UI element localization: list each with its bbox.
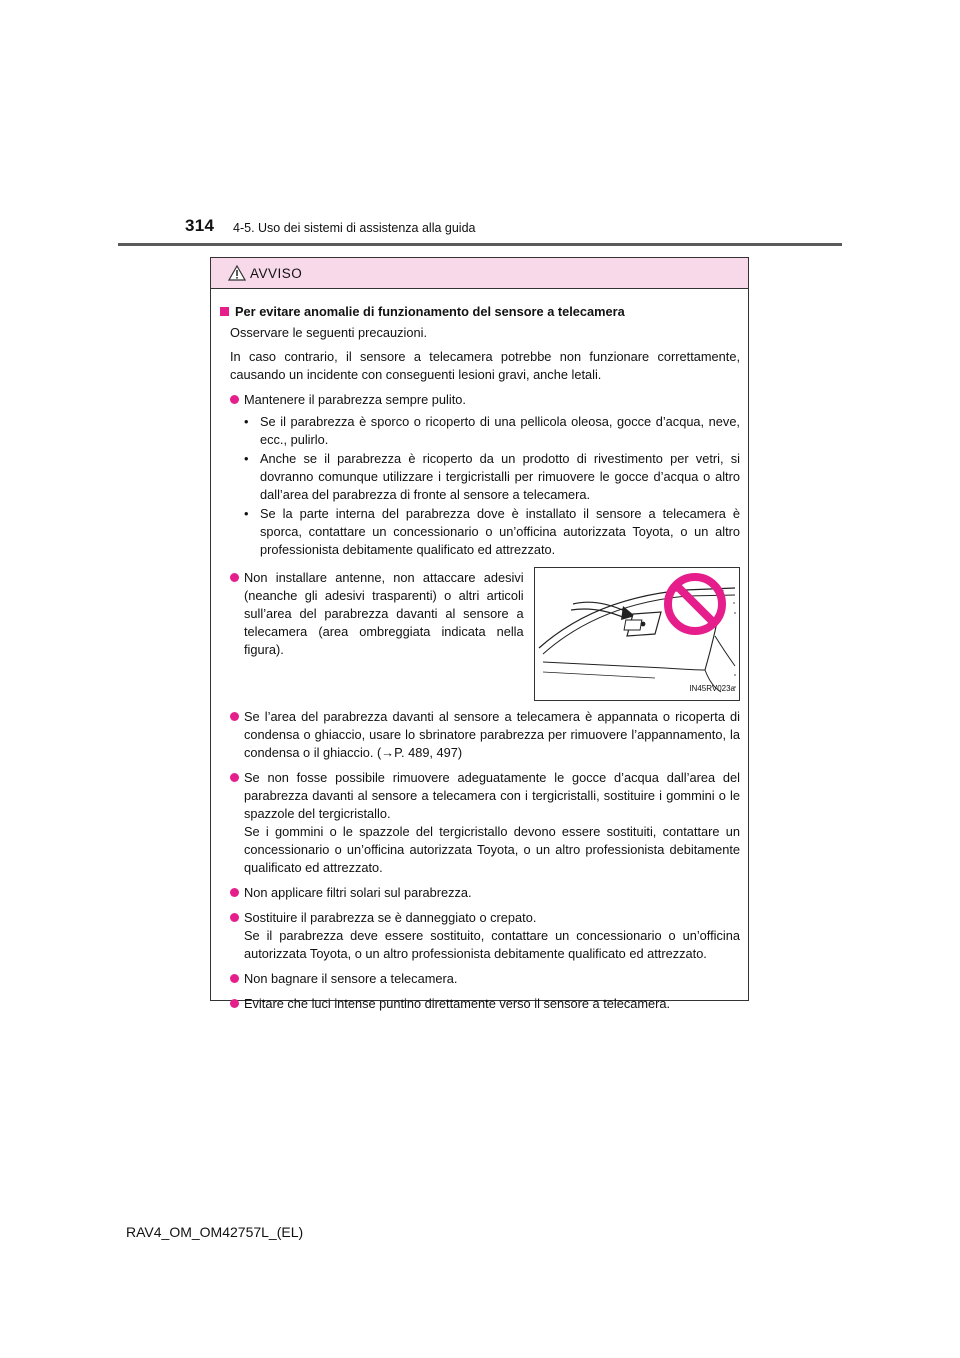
list-item: Non applicare filtri solari sul parabrezza. [230, 884, 740, 902]
sub-list-item: • Se il parabrezza è sporco o ricoperto di una pellicola oleosa, gocce d’acqua, neve, ecc., pulirlo. [244, 414, 740, 447]
list-item: Se l’area del parabrezza davanti al sensore a telecamera è appannata o ricoperta di condensa o ghiaccio, usare lo sbrinatore parabrezza per rimuovere l’appannamento, la condensa o il ghiaccio. (→P. 489, 497) [230, 708, 740, 762]
bullet-icon [230, 888, 239, 897]
bullet-icon [230, 913, 239, 922]
list-item: Se non fosse possibile rimuovere adeguatamente le gocce d’acqua dall’area del parabrezza davanti al sensore a telecamera con i tergicristalli, sostituire i gommini o le spazzole del tergicristallo. Se i gommini o le spazzole del tergicristallo devono essere sostituiti, contattare un concessionario o un’officina autorizzata Toyota, o un altro professionista debitamente qualificato ed attrezzato. [230, 769, 740, 877]
intro-paragraph: Osservare le seguenti precauzioni. [230, 325, 428, 340]
warning-body [211, 289, 748, 1013]
warning-title: AVVISO [250, 265, 303, 281]
warning-triangle-icon [228, 265, 246, 281]
warning-heading [220, 303, 740, 321]
list-item: Non installare antenne, non attaccare adesivi (neanche gli adesivi trasparenti) o altri articoli sull’area del parabrezza davanti al sensore a telecamera (area ombreggiata indicata nella figura). [230, 569, 524, 701]
warning-heading-text: Per evitare anomalie di funzionamento del sensore a telecamera [235, 304, 625, 319]
intro-paragraph: In caso contrario, il sensore a telecamera potrebbe non funzionare correttamente, causando un incidente con conseguenti lesioni gravi, anche letali. [230, 349, 740, 382]
list-item: Non bagnare il sensore a telecamera. [230, 970, 740, 988]
bullet-icon [230, 773, 239, 782]
header-rule [118, 243, 842, 246]
windshield-figure [534, 567, 740, 701]
sub-list-item: • Se la parte interna del parabrezza dove è installato il sensore a telecamera è sporca, contattare un concessionario o un’officina autorizzata Toyota, o un altro professionista debitamente qualificato ed attrezzato. [244, 506, 740, 557]
warning-header [211, 258, 748, 289]
page-number: 314 [185, 216, 215, 235]
bullet-icon [230, 974, 239, 983]
bullet-icon [230, 712, 239, 721]
section-title: 4-5. Uso dei sistemi di assistenza alla guida [233, 221, 476, 235]
figure-code: IN45RV023a [689, 684, 735, 693]
list-item: Evitare che luci intense puntino direttamente verso il sensore a telecamera. [230, 995, 740, 1013]
list-item: Sostituire il parabrezza se è danneggiato o crepato. Se il parabrezza deve essere sostituito, contattare un concessionario o un’officina autorizzata Toyota, o un altro professionista debitamente qualificato ed attrezzato. [230, 909, 740, 963]
list-item: Mantenere il parabrezza sempre pulito. [230, 391, 740, 409]
square-bullet-icon [220, 307, 229, 316]
bullet-icon [230, 999, 239, 1008]
warning-box [210, 257, 749, 1011]
bullet-icon [230, 573, 239, 582]
bullet-icon [230, 395, 239, 404]
sub-list [230, 413, 740, 559]
document-code: RAV4_OM_OM42757L_(EL) [126, 1224, 304, 1240]
bullet-with-figure [230, 567, 740, 701]
sub-list-item: • Anche se il parabrezza è ricoperto da un prodotto di rivestimento per vetri, si dovranno comunque utilizzare i tergicristalli per rimuovere le gocce d’acqua o altro dall’area del parabrezza di fronte al sensore a telecamera. [244, 451, 740, 502]
